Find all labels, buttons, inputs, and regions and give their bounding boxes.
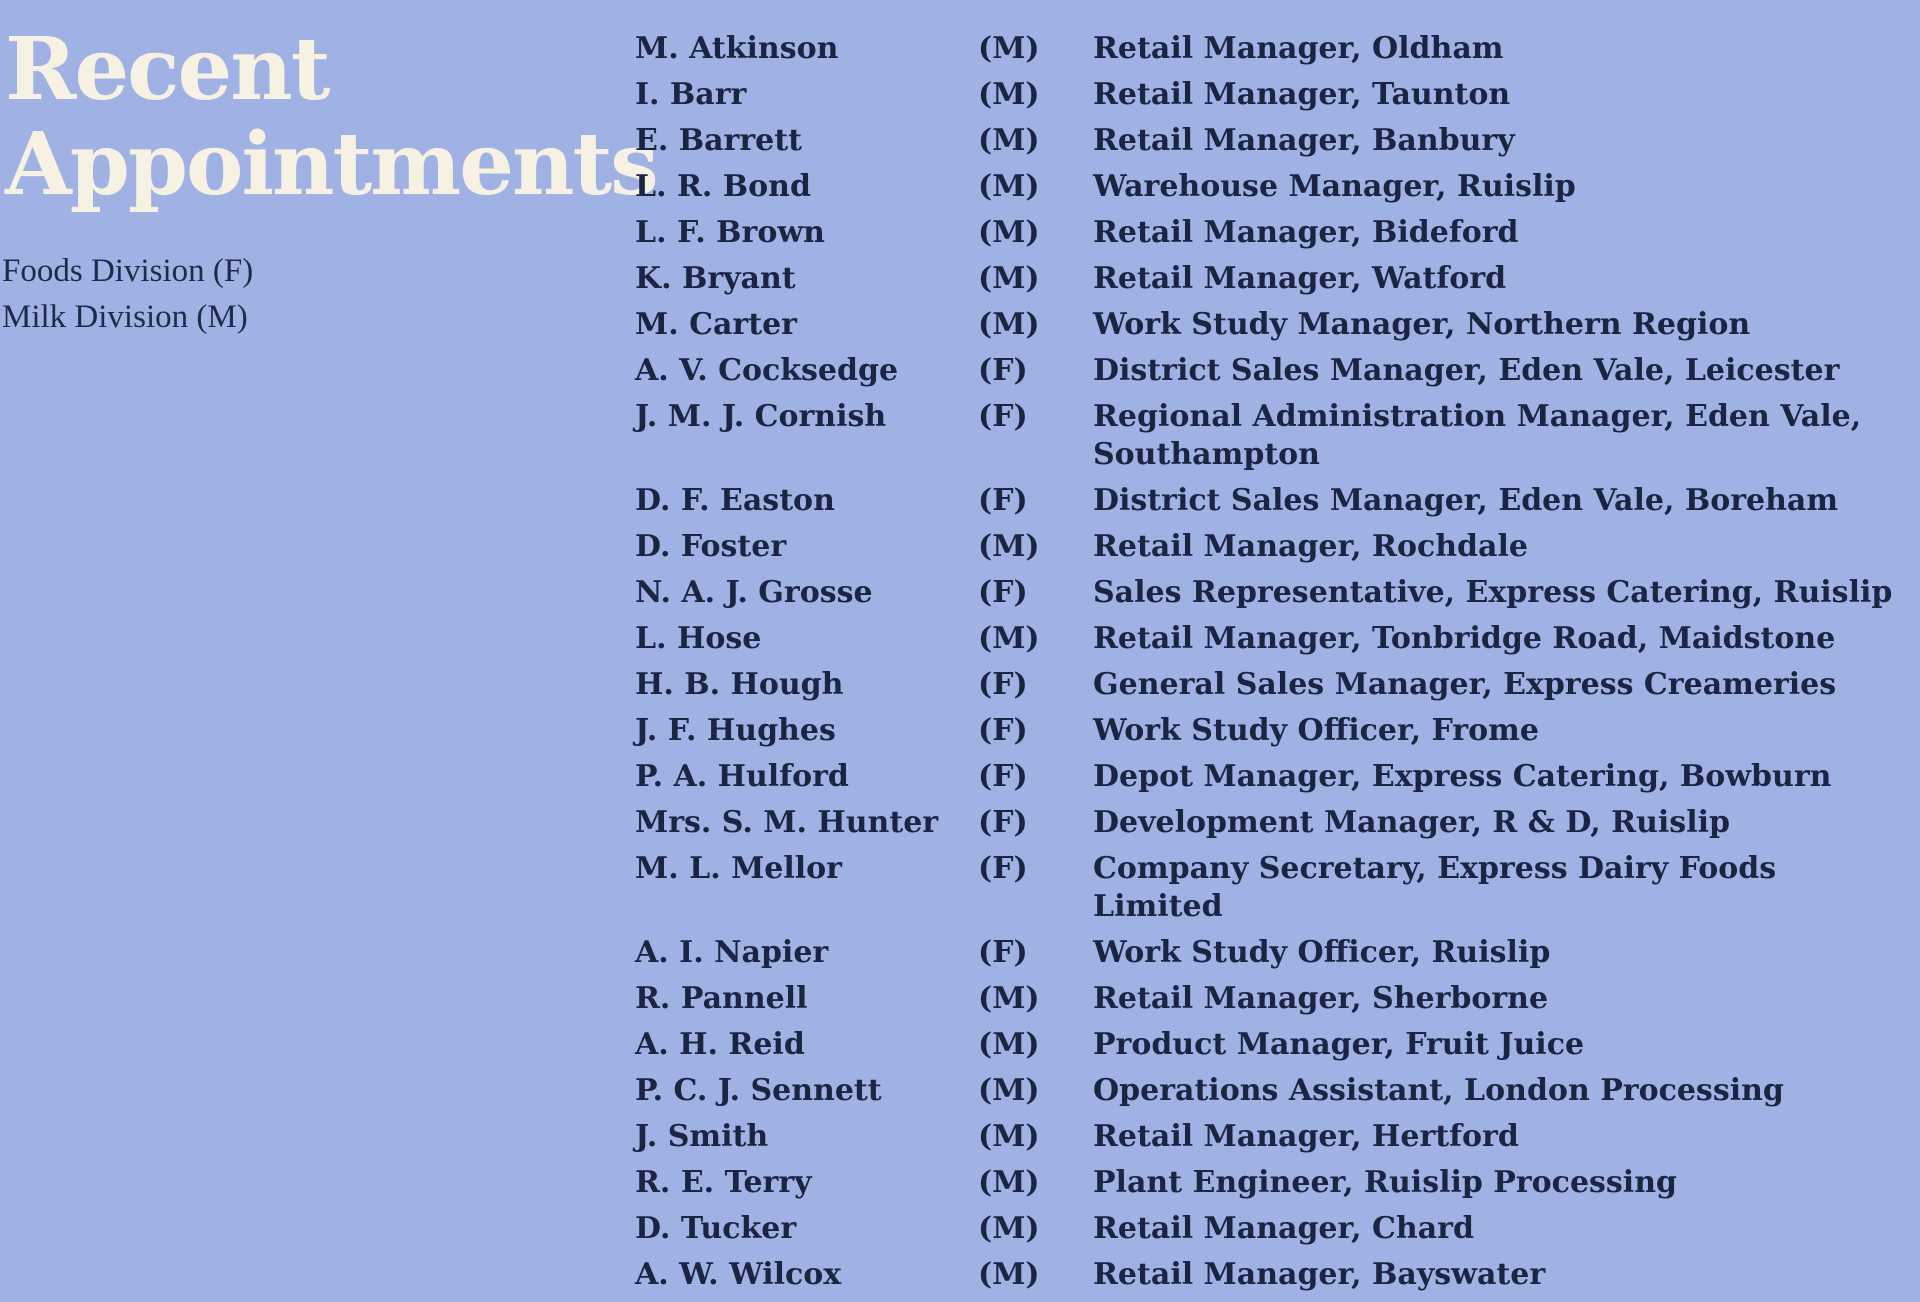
appointment-role: Retail Manager, Rochdale <box>1093 529 1528 564</box>
appointment-role: Retail Manager, Banbury <box>1093 123 1515 158</box>
appointee-name: A. H. Reid <box>635 1027 805 1062</box>
appointment-row <box>635 168 1895 206</box>
appointment-row <box>635 260 1895 298</box>
appointment-role: General Sales Manager, Express Creameries <box>1093 667 1837 702</box>
appointment-role: Work Study Manager, Northern Region <box>1093 307 1751 342</box>
division-code: (M) <box>978 1165 1040 1200</box>
appointment-row <box>635 666 1895 704</box>
appointment-row <box>635 1118 1895 1156</box>
division-code: (M) <box>978 1211 1040 1246</box>
appointment-row <box>635 934 1895 972</box>
title-line-recent: Recent <box>5 19 329 120</box>
appointment-role: District Sales Manager, Eden Vale, Leicester <box>1093 353 1840 388</box>
division-code: (M) <box>978 123 1040 158</box>
appointee-name: J. M. J. Cornish <box>635 399 887 434</box>
division-code: (M) <box>978 169 1040 204</box>
appointment-role: Plant Engineer, Ruislip Processing <box>1093 1165 1677 1200</box>
division-code: (F) <box>978 353 1028 388</box>
division-code: (M) <box>978 981 1040 1016</box>
appointment-row <box>635 1210 1895 1248</box>
appointment-row <box>635 528 1895 566</box>
appointee-name: M. Carter <box>635 307 797 342</box>
appointment-row <box>635 1164 1895 1202</box>
appointee-name: D. Foster <box>635 529 787 564</box>
division-code: (M) <box>978 1119 1040 1154</box>
division-code: (F) <box>978 667 1028 702</box>
division-code: (M) <box>978 1257 1040 1292</box>
appointment-row <box>635 804 1895 842</box>
appointee-name: P. A. Hulford <box>635 759 849 794</box>
legend-milk-division: Milk Division (M) <box>2 299 248 335</box>
division-code: (F) <box>978 805 1028 840</box>
appointment-role: Work Study Officer, Ruislip <box>1093 935 1551 970</box>
appointee-name: R. Pannell <box>635 981 808 1016</box>
appointment-row <box>635 398 1895 474</box>
division-code: (F) <box>978 713 1028 748</box>
appointment-row <box>635 712 1895 750</box>
appointee-name: A. I. Napier <box>635 935 829 970</box>
title-line-appointments: Appointments <box>5 114 657 215</box>
appointment-role: Regional Administration Manager, Eden Vale, Southampton <box>1093 399 1862 472</box>
appointment-role: Retail Manager, Chard <box>1093 1211 1474 1246</box>
appointment-row <box>635 306 1895 344</box>
division-code: (F) <box>978 399 1028 434</box>
appointee-name: M. L. Mellor <box>635 851 842 886</box>
appointment-role: Retail Manager, Tonbridge Road, Maidstone <box>1093 621 1836 656</box>
appointment-row <box>635 214 1895 252</box>
appointee-name: N. A. J. Grosse <box>635 575 873 610</box>
appointee-name: R. E. Terry <box>635 1165 812 1200</box>
appointee-name: J. F. Hughes <box>635 713 836 748</box>
page-title <box>5 19 657 215</box>
appointment-role: Company Secretary, Express Dairy Foods Limited <box>1093 851 1777 924</box>
appointee-name: L. F. Brown <box>635 215 825 250</box>
division-legend <box>2 248 253 340</box>
division-code: (M) <box>978 31 1040 66</box>
appointment-row <box>635 620 1895 658</box>
appointee-name: L. R. Bond <box>635 169 811 204</box>
appointee-name: M. Atkinson <box>635 31 839 66</box>
division-code: (F) <box>978 759 1028 794</box>
appointee-name: A. V. Cocksedge <box>635 353 899 388</box>
appointments-list <box>635 30 1895 1302</box>
appointment-row <box>635 76 1895 114</box>
division-code: (M) <box>978 1027 1040 1062</box>
appointment-row <box>635 1256 1895 1294</box>
appointment-row <box>635 1026 1895 1064</box>
appointment-row <box>635 574 1895 612</box>
appointee-name: P. C. J. Sennett <box>635 1073 882 1108</box>
appointment-role: Sales Representative, Express Catering, Ruislip <box>1093 575 1893 610</box>
appointment-row <box>635 980 1895 1018</box>
appointment-role: Operations Assistant, London Processing <box>1093 1073 1784 1108</box>
appointment-role: Work Study Officer, Frome <box>1093 713 1539 748</box>
appointee-name: K. Bryant <box>635 261 796 296</box>
appointment-row <box>635 758 1895 796</box>
appointment-row <box>635 30 1895 68</box>
appointment-role: Depot Manager, Express Catering, Bowburn <box>1093 759 1832 794</box>
appointee-name: D. Tucker <box>635 1211 797 1246</box>
division-code: (M) <box>978 621 1040 656</box>
division-code: (F) <box>978 483 1028 518</box>
appointment-row <box>635 1072 1895 1110</box>
appointee-name: A. W. Wilcox <box>635 1257 842 1292</box>
appointment-role: Retail Manager, Taunton <box>1093 77 1511 112</box>
appointment-role: Retail Manager, Bideford <box>1093 215 1519 250</box>
appointment-role: Product Manager, Fruit Juice <box>1093 1027 1585 1062</box>
appointee-name: Mrs. S. M. Hunter <box>635 805 939 840</box>
appointment-row <box>635 122 1895 160</box>
appointee-name: I. Barr <box>635 77 747 112</box>
appointee-name: J. Smith <box>635 1119 769 1154</box>
appointee-name: E. Barrett <box>635 123 802 158</box>
appointee-name: D. F. Easton <box>635 483 835 518</box>
appointment-row <box>635 352 1895 390</box>
division-code: (F) <box>978 575 1028 610</box>
appointment-role: Retail Manager, Hertford <box>1093 1119 1519 1154</box>
appointment-role: Retail Manager, Bayswater <box>1093 1257 1546 1292</box>
appointee-name: L. Hose <box>635 621 762 656</box>
appointment-role: Retail Manager, Sherborne <box>1093 981 1549 1016</box>
appointment-role: Development Manager, R & D, Ruislip <box>1093 805 1730 840</box>
division-code: (M) <box>978 261 1040 296</box>
division-code: (F) <box>978 935 1028 970</box>
appointment-role: Retail Manager, Oldham <box>1093 31 1504 66</box>
legend-foods-division: Foods Division (F) <box>2 253 254 289</box>
division-code: (M) <box>978 529 1040 564</box>
division-code: (F) <box>978 851 1028 886</box>
appointment-role: Retail Manager, Watford <box>1093 261 1507 296</box>
appointee-name: H. B. Hough <box>635 667 844 702</box>
appointment-role: District Sales Manager, Eden Vale, Boreham <box>1093 483 1839 518</box>
division-code: (M) <box>978 215 1040 250</box>
appointment-role: Warehouse Manager, Ruislip <box>1093 169 1576 204</box>
appointment-row <box>635 850 1895 926</box>
division-code: (M) <box>978 77 1040 112</box>
division-code: (M) <box>978 1073 1040 1108</box>
appointment-row <box>635 482 1895 520</box>
division-code: (M) <box>978 307 1040 342</box>
